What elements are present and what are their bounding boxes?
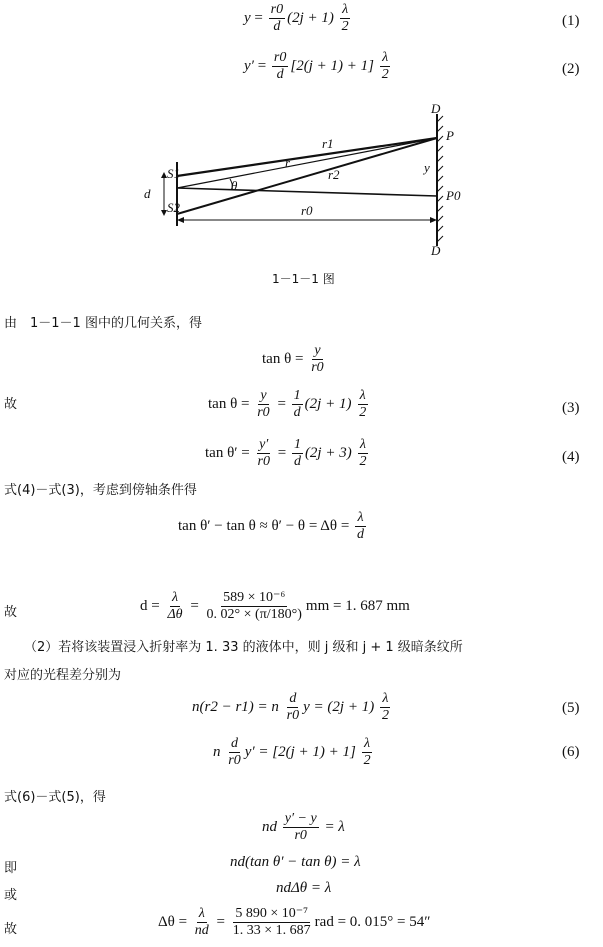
figure-caption: 1－1－1 图 <box>272 272 335 286</box>
label-P0: P0 <box>446 188 461 203</box>
eq10-lhs: Δθ = <box>158 913 188 930</box>
eq10-f1-num: λ <box>198 906 205 921</box>
eq5-frac1 <box>285 691 301 724</box>
eq6-f1-den: r0 <box>228 753 241 768</box>
ray-r1 <box>177 138 437 176</box>
eq-d-f1-num: λ <box>171 590 179 605</box>
eq4-f2-den: d <box>293 454 301 469</box>
eq4-f1-den: r0 <box>257 454 270 469</box>
eq10-f1-den: nd <box>194 923 209 938</box>
label-d: d <box>144 186 151 201</box>
eq5-f2-num: λ <box>382 691 389 706</box>
label-theta: θ <box>231 178 238 193</box>
label-S1: S1 <box>167 166 180 181</box>
eq-d-lhs: d = <box>140 597 160 614</box>
equation-6 <box>213 736 375 769</box>
eq-delta-frac <box>355 510 366 543</box>
equation-8: nd(tan θ′ − tan θ) = λ <box>230 854 361 870</box>
eq1-tail: (2j + 1) <box>287 9 334 26</box>
eq3-frac1 <box>255 388 271 421</box>
eq7-frac <box>283 811 319 844</box>
eq6-f2-num: λ <box>364 736 371 751</box>
label-r1: r1 <box>322 136 334 151</box>
eq3-f1-num: y <box>260 388 267 403</box>
eq4-number: (4) <box>562 449 580 465</box>
eq4-frac3 <box>357 437 368 470</box>
eq-d-frac2 <box>205 590 304 623</box>
eq-d-mid: = <box>190 597 199 614</box>
eq1-frac-num: r0 <box>270 2 284 17</box>
equation-2 <box>244 50 393 83</box>
label-P: P <box>446 128 454 143</box>
eq1-frac-lambda <box>340 2 351 35</box>
eq1-lam-den: 2 <box>341 19 349 34</box>
text-geometry: 由 1－1－1 图中的几何关系，得 <box>4 316 202 331</box>
eq6-number: (6) <box>562 744 580 760</box>
eq10-frac1 <box>193 906 211 939</box>
eq6-frac2 <box>362 736 373 769</box>
eq1-frac-r0-d <box>269 2 285 35</box>
eq4-tail: (2j + 3) <box>304 444 352 461</box>
eq4-mid: = <box>277 444 287 461</box>
equation-9: ndΔθ = λ <box>276 880 332 896</box>
eq3-f2-num: 1 <box>293 388 301 403</box>
eq-tan-num: y <box>314 343 321 358</box>
eq5-mid: y = (2j + 1) <box>303 698 375 715</box>
eq-tan-den: r0 <box>311 360 324 375</box>
eq10-f2-den: 1. 33 × 1. 687 <box>232 923 311 938</box>
eq4-f3-num: λ <box>359 437 366 452</box>
eq4-f1-num: y′ <box>259 437 269 452</box>
eq-d-f2-den: 0. 02° × (π/180°) <box>206 607 302 622</box>
eq2-lam-num: λ <box>382 50 389 65</box>
eq6-frac1 <box>226 736 242 769</box>
eq5-f2-den: 2 <box>381 708 389 723</box>
eq3-mid: = <box>277 395 286 412</box>
equation-3 <box>208 388 370 421</box>
eq7-lhs: nd <box>262 818 277 835</box>
label-huo: 或 <box>4 888 18 903</box>
eq-delta-num: λ <box>357 510 364 525</box>
eq3-f2-den: d <box>293 405 301 420</box>
eq2-frac-num: r0 <box>273 50 287 65</box>
eq3-frac3 <box>357 388 368 421</box>
label-y: y <box>424 160 430 175</box>
label-gu-1: 故 <box>4 397 18 412</box>
eq6-lhs: n <box>213 743 221 760</box>
r0-arrow-right <box>430 217 437 223</box>
eq3-tail: (2j + 1) <box>304 395 352 412</box>
eq1-frac-den: d <box>273 19 281 34</box>
eq-delta-den: d <box>357 527 365 542</box>
eq5-number: (5) <box>562 700 580 716</box>
eq-tan-lhs: tan θ = <box>262 350 304 367</box>
eq1-number: (1) <box>562 13 580 29</box>
eq-delta-lhs: tan θ′ − tan θ ≈ θ′ − θ = Δθ = <box>178 517 350 534</box>
eq2-frac-den: d <box>276 67 284 82</box>
eq2-number: (2) <box>562 61 580 77</box>
eq3-frac2 <box>292 388 303 421</box>
label-D-bottom: D <box>431 243 441 258</box>
eq3-f1-den: r0 <box>257 405 270 420</box>
label-r: r <box>285 155 291 170</box>
eq5-lhs: n(r2 − r1) = n <box>192 698 279 715</box>
equation-tan-theta <box>262 343 328 376</box>
figure-1-1-1 <box>130 100 470 260</box>
eq6-mid: y′ = [2(j + 1) + 1] <box>244 743 356 760</box>
text-part2-line2: 对应的光程差分别为 <box>4 668 122 683</box>
label-ji: 即 <box>4 861 18 876</box>
eq5-frac2 <box>380 691 391 724</box>
text-part2-line1: （2）若将该装置浸入折射率为 1. 33 的液体中，则 j 级和 j + 1 级暗条纹所 <box>24 640 463 655</box>
label-gu-2: 故 <box>4 605 18 620</box>
equation-10 <box>158 906 431 939</box>
eq3-number: (3) <box>562 400 580 416</box>
eq2-frac-lambda <box>380 50 391 83</box>
label-D-top: D <box>431 101 441 116</box>
eq1-lam-num: λ <box>342 2 349 17</box>
eq3-f3-num: λ <box>359 388 366 403</box>
eq-d-frac1 <box>165 590 184 623</box>
eq-tan-frac <box>309 343 325 376</box>
eq7-rhs: = λ <box>324 818 345 835</box>
eq1-lhs: y <box>244 9 251 26</box>
equation-4 <box>205 437 370 470</box>
equation-7 <box>262 811 345 844</box>
ray-r <box>177 138 437 188</box>
eq2-equals: = <box>257 57 267 74</box>
eq4-frac1 <box>256 437 272 470</box>
eq4-f3-den: 2 <box>359 454 367 469</box>
eq7-den: r0 <box>294 828 307 843</box>
eq10-frac2 <box>231 906 313 939</box>
equation-5 <box>192 691 393 724</box>
r0-arrow-left <box>177 217 184 223</box>
eq4-frac2 <box>292 437 303 470</box>
eq5-f1-den: r0 <box>286 708 300 723</box>
axis-line <box>177 188 437 196</box>
text-subtract-1: 式(4)－式(3)，考虑到傍轴条件得 <box>4 483 197 498</box>
eq7-num: y′ − y <box>284 811 317 826</box>
label-gu-3: 故 <box>4 922 18 937</box>
eq-d-f1-den: Δθ <box>167 607 183 622</box>
label-r0: r0 <box>301 203 313 218</box>
eq1-equals: = <box>254 9 263 26</box>
eq10-tail: rad = 0. 015° = 54″ <box>314 913 431 930</box>
label-S2: S2 <box>167 200 180 215</box>
eq10-mid: = <box>216 913 226 930</box>
eq10-f2-num: 5 890 × 10⁻⁷ <box>235 906 309 921</box>
equation-d <box>140 590 410 623</box>
label-r2: r2 <box>328 167 340 182</box>
eq2-lam-den: 2 <box>381 67 389 82</box>
equation-1 <box>244 2 353 35</box>
eq3-lhs: tan θ = <box>208 395 250 412</box>
eq3-f3-den: 2 <box>359 405 367 420</box>
eq5-f1-num: d <box>289 691 297 706</box>
eq6-f1-num: d <box>230 736 238 751</box>
eq2-frac-r0-d <box>272 50 288 83</box>
eq6-f2-den: 2 <box>363 753 371 768</box>
eq4-f2-num: 1 <box>293 437 301 452</box>
equation-delta-theta <box>178 510 368 543</box>
text-subtract-2: 式(6)－式(5)，得 <box>4 790 106 805</box>
eq2-lhs: y′ <box>244 57 254 74</box>
eq4-lhs: tan θ′ = <box>205 444 250 461</box>
eq-d-f2-num: 589 × 10⁻⁶ <box>223 590 286 605</box>
eq-d-tail: mm = 1. 687 mm <box>305 597 410 614</box>
eq2-tail: [2(j + 1) + 1] <box>290 57 374 74</box>
